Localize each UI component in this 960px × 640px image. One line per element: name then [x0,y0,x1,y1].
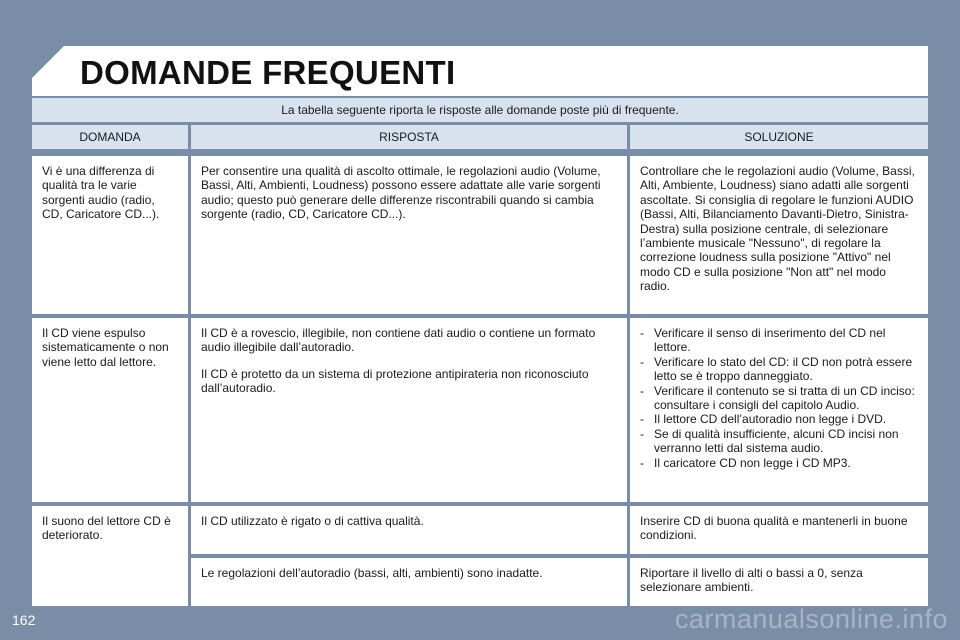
row3b-solution [630,558,928,606]
header-domanda: DOMANDA [32,125,188,149]
watermark: carmanualsonline.info [674,604,948,634]
list-item: - Se di qualità insufficiente, alcuni CD incisi non verranno letti dal sistema audio. [640,427,918,456]
row1-answer [191,156,627,314]
faq-panel [32,46,928,606]
row3-question [32,506,188,606]
list-item: - Verificare lo stato del CD: il CD non potrà essere letto se è troppo danneggiato. [640,355,918,384]
row3b-answer-text: Le regolazioni dell’autoradio (bassi, alti, ambienti) sono inadatte. [201,566,543,580]
page-number: 162 [12,612,36,628]
row1-question-text: Vi è una differenza di qualità tra le varie sorgenti audio (radio, CD, Caricatore CD...). [42,164,160,222]
row3a-answer-text: Il CD utilizzato è rigato o di cattiva qualità. [201,514,424,528]
row1-answer-text: Per consentire una qualità di ascolto ottimale, le regolazioni audio (Volume, Bassi, Alti, Ambienti, Loudness) possono essere adattate alle varie sorgenti audio; questo può generare delle differenze riscontrabili quando si cambia sorgente (radio, CD, Caricatore CD...). [201,164,601,222]
row3b-answer [191,558,627,606]
row2-answer [191,318,627,502]
list-item: - Verificare il contenuto se si tratta di un CD inciso: consultare i consigli del capitolo Audio. [640,384,918,413]
list-item: - Il lettore CD dell’autoradio non legge i DVD. [640,412,918,426]
row2-solution-list [640,326,918,470]
list-item: - Il caricatore CD non legge i CD MP3. [640,456,918,470]
row2-answer-text-1: Il CD è a rovescio, illegibile, non contiene dati audio o contiene un formato audio illegibile dall’autoradio. [201,326,596,355]
row3-question-text: Il suono del lettore CD è deteriorato. [42,514,171,543]
row2-solution [630,318,928,502]
header-risposta: RISPOSTA [191,125,627,149]
row2-question-text: Il CD viene espulso sistematicamente o non viene letto dal lettore. [42,326,169,369]
row1-solution [630,156,928,314]
row1-question [32,156,188,314]
list-item: - Verificare il senso di inserimento del CD nel lettore. [640,326,918,355]
row1-solution-text: Controllare che le regolazioni audio (Volume, Bassi, Alti, Ambiente, Loudness) siano adatti alle sorgenti ascoltate. Si consiglia di regolare le funzioni AUDIO (Bassi, Alti, Bilanciamento Davanti-Dietro, Sinistra-Destra) sulla posizione centrale, di selezionare l’ambiente musicale "Nessuno", di regolare la correzione loudness sulla posizione "Attivo" nel modo CD e sulla posizione "Non att" nel modo radio. [640,164,915,294]
row2-answer-text-2: Il CD è protetto da un sistema di protezione antipirateria non riconosciuto dall’autoradio. [201,366,589,396]
page-subtitle: La tabella seguente riporta le risposte alle domande poste più di frequente. [32,98,928,122]
row3b-solution-text: Riportare il livello di alti o bassi a 0, senza selezionare ambienti. [640,566,863,595]
page-title: DOMANDE FREQUENTI [80,54,456,91]
header-soluzione: SOLUZIONE [630,125,928,149]
row3a-answer [191,506,627,554]
row3a-solution [630,506,928,554]
row2-question [32,318,188,502]
row3a-solution-text: Inserire CD di buona qualità e mantenerli in buone condizioni. [640,514,908,543]
